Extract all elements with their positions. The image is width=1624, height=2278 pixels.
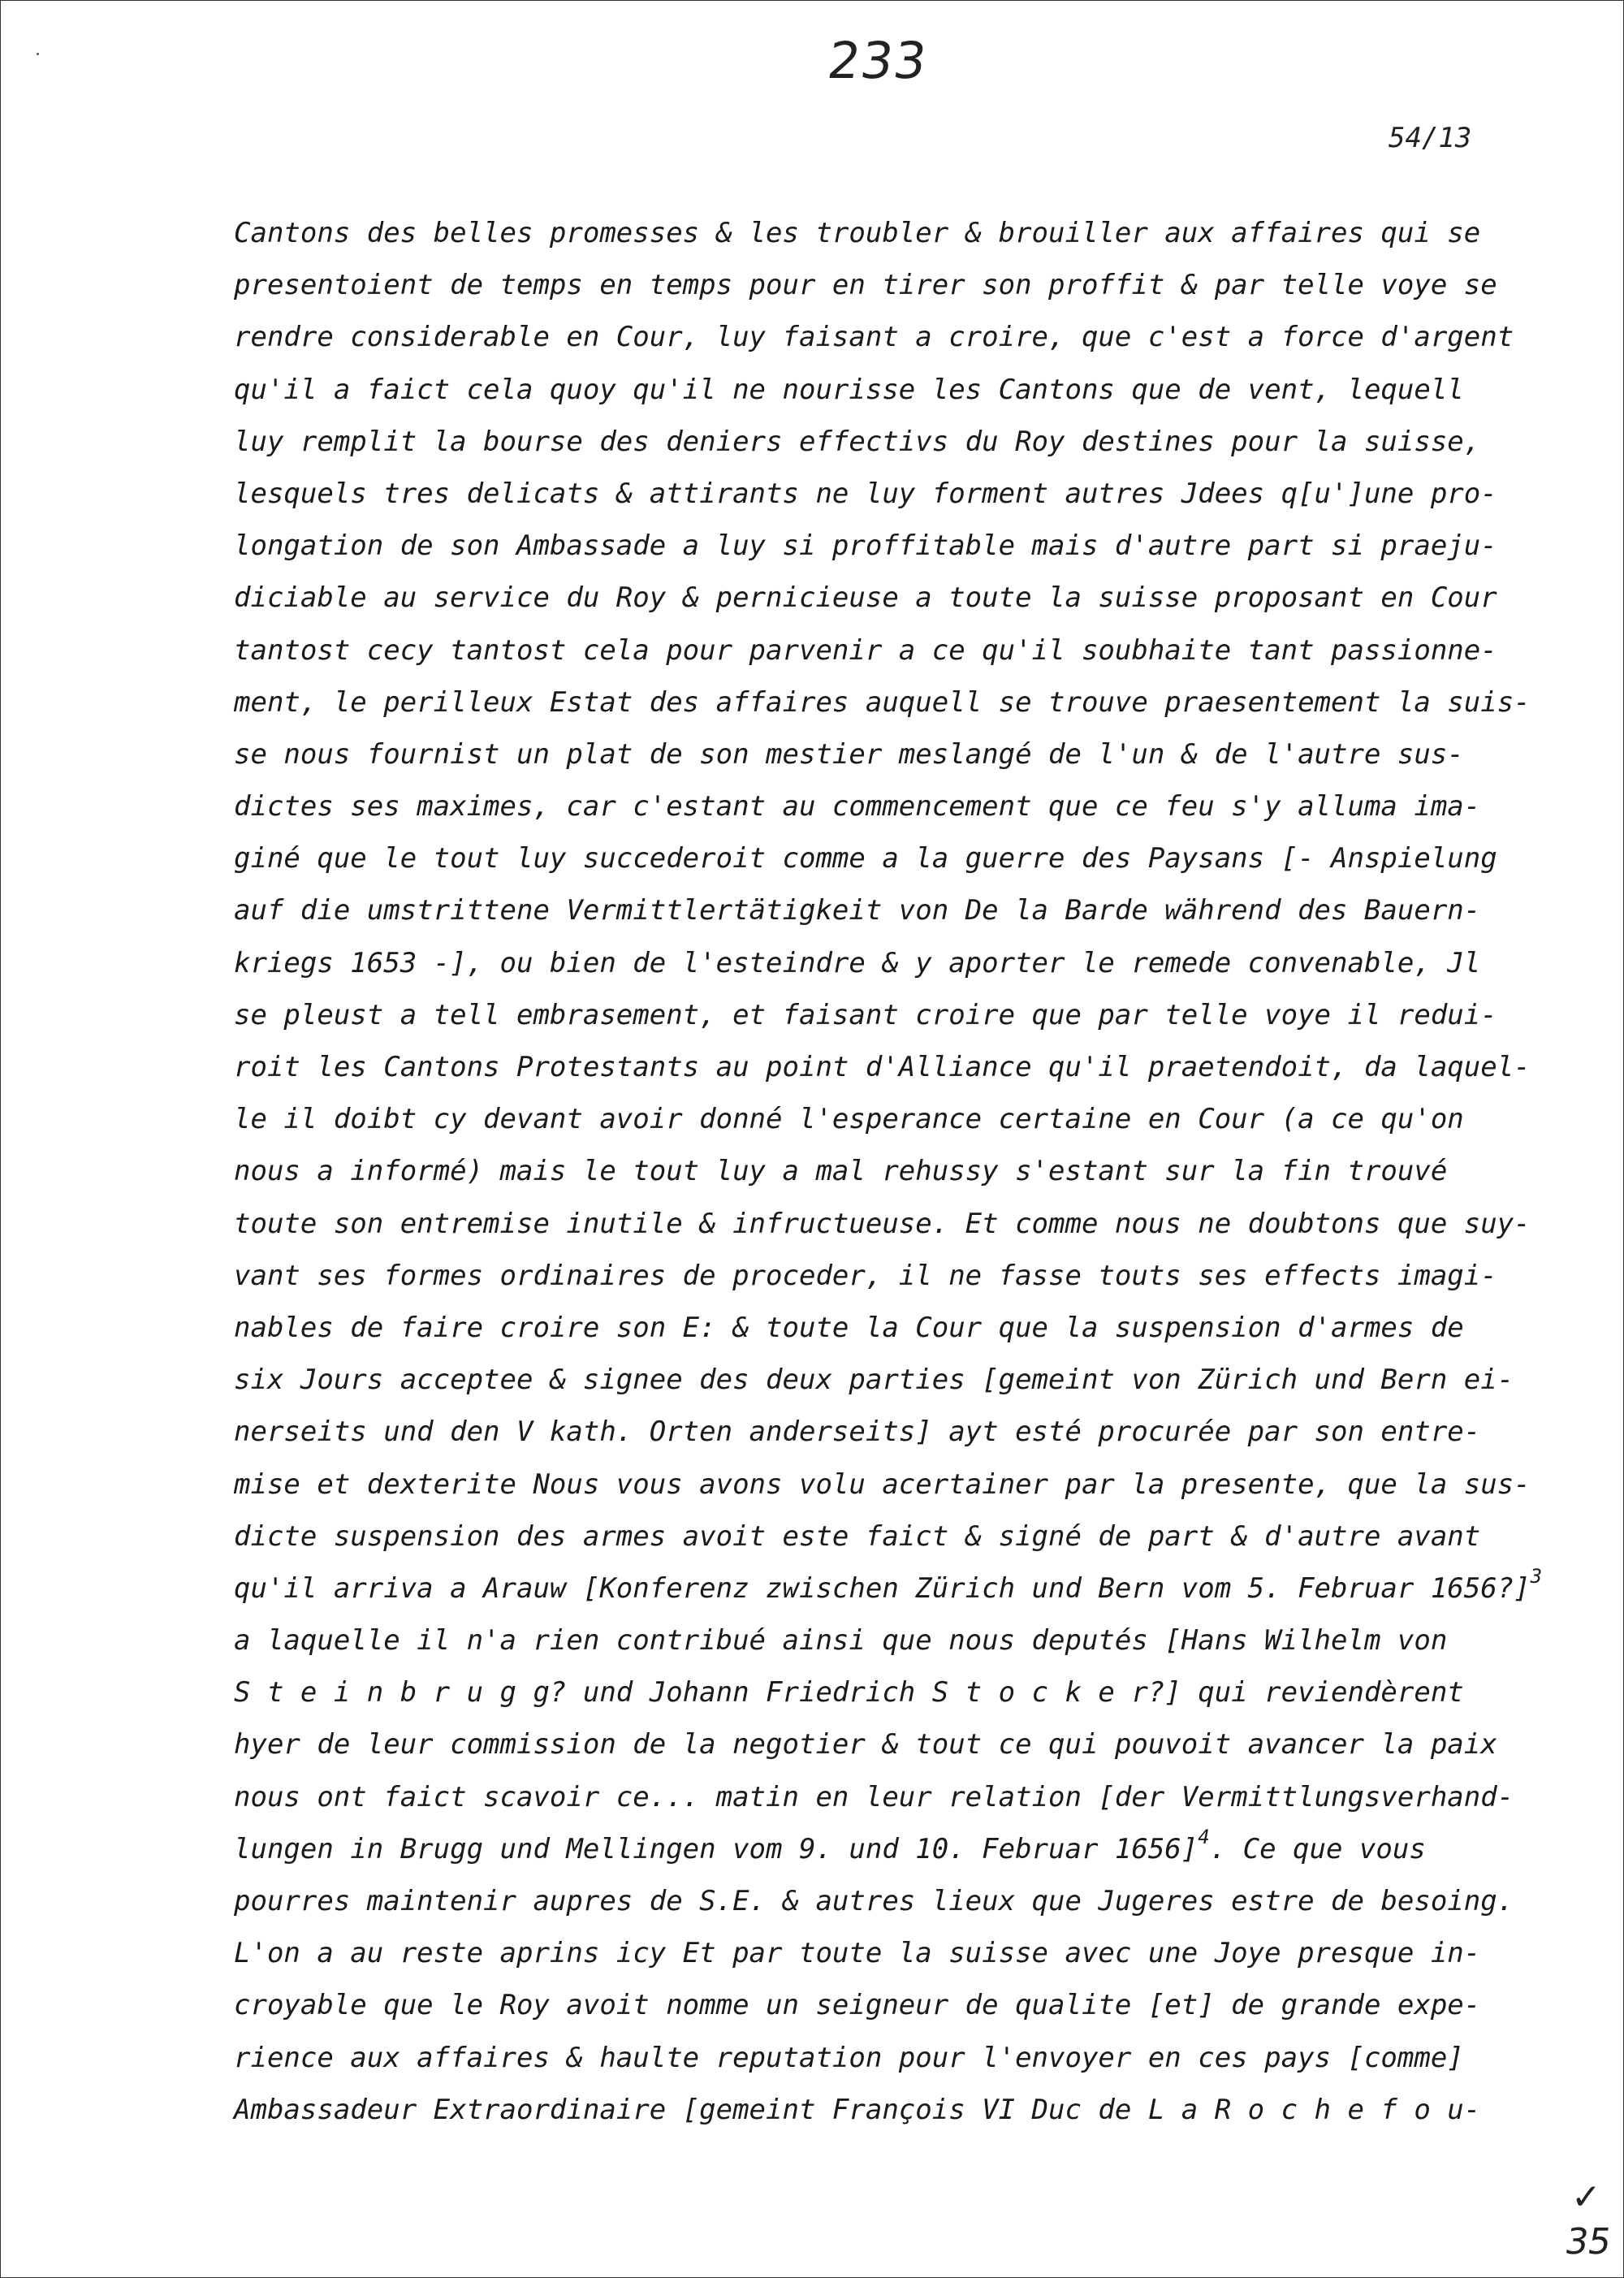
text-line: L'on a au reste aprins icy Et par toute la suisse avec une Joye presque in- bbox=[234, 1937, 1481, 1970]
text-line: diciable au service du Roy & pernicieuse a toute la suisse proposant en Cour bbox=[234, 581, 1497, 615]
text-line: qu'il a faict cela quoy qu'il ne nourisse les Cantons que de vent, lequell bbox=[234, 373, 1464, 406]
text-line: a laquelle il n'a rien contribué ainsi que nous deputés [Hans Wilhelm von bbox=[234, 1624, 1448, 1658]
text-line: hyer de leur commission de la negotier & tout ce qui pouvoit avancer la paix bbox=[234, 1728, 1497, 1761]
text-line: S t e i n b r u g g? und Johann Friedrich S t o c k e r?] qui reviendèrent bbox=[234, 1676, 1464, 1710]
text-line: toute son entremise inutile & infructueuse. Et comme nous ne doubtons que suy- bbox=[234, 1207, 1531, 1240]
text-line: luy remplit la bourse des deniers effectivs du Roy destines pour la suisse, bbox=[234, 425, 1481, 458]
line-text: qu'il arriva a Arauw [Konferenz zwischen Zürich und Bern vom 5. Februar 1656?] bbox=[234, 1571, 1531, 1605]
text-line: Cantons des belles promesses & les troubler & brouiller aux affaires qui se bbox=[234, 217, 1481, 249]
text-line: mise et dexterite Nous vous avons volu acertainer par la presente, que la sus- bbox=[234, 1468, 1531, 1501]
text-line: dicte suspension des armes avoit este faict & signé de part & d'autre avant bbox=[234, 1519, 1481, 1553]
scan-speck bbox=[37, 53, 39, 55]
text-line: presentoient de temps en temps pour en tirer son proffit & par telle voye se bbox=[234, 269, 1497, 302]
text-line: six Jours acceptee & signee des deux parties [gemeint von Zürich und Bern ei- bbox=[234, 1364, 1514, 1397]
line-text-tail: . Ce que vous bbox=[1209, 1832, 1426, 1865]
text-line: nerseits und den V kath. Orten anderseits] ayt esté procurée par son entre- bbox=[234, 1416, 1481, 1449]
text-line: kriegs 1653 -], ou bien de l'esteindre & y aporter le remede convenable, Jl bbox=[234, 946, 1481, 979]
text-line: le il doibt cy devant avoir donné l'esperance certaine en Cour (a ce qu'on bbox=[234, 1103, 1464, 1136]
text-line-with-footnote bbox=[234, 1823, 1533, 1875]
footnote-marker-3: 3 bbox=[1530, 1564, 1543, 1588]
text-line: dictes ses maximes, car c'estant au commencement que ce feu s'y alluma ima- bbox=[234, 790, 1481, 823]
text-line: rience aux affaires & haulte reputation pour l'envoyer en ces pays [comme] bbox=[234, 2041, 1464, 2074]
text-line: vant ses formes ordinaires de proceder, il ne fasse touts ses effects imagi- bbox=[234, 1259, 1497, 1292]
text-line: pourres maintenir aupres de S.E. & autres lieux que Jugeres estre de besoing. bbox=[234, 1885, 1514, 1917]
text-line: nous a informé) mais le tout luy a mal rehussy s'estant sur la fin trouvé bbox=[234, 1155, 1448, 1188]
text-line: rendre considerable en Cour, luy faisant a croire, que c'est a force d'argent bbox=[234, 321, 1514, 354]
text-line: ment, le perilleux Estat des affaires auquell se trouve praesentement la suis- bbox=[234, 685, 1531, 719]
footnote-marker-4: 4 bbox=[1198, 1825, 1210, 1848]
text-line: tantost cecy tantost cela pour parvenir a ce qu'il soubhaite tant passionne- bbox=[234, 633, 1497, 667]
check-mark-icon: ✓ bbox=[1571, 2176, 1601, 2218]
archive-reference: 54/13 bbox=[1389, 122, 1472, 154]
document-body bbox=[234, 207, 1543, 2136]
text-line: auf die umstrittene Vermittlertätigkeit von De la Barde während des Bauern- bbox=[234, 894, 1481, 927]
margin-folio-number: 35 bbox=[1561, 2221, 1615, 2263]
text-line: Ambassadeur Extraordinaire [gemeint François VI Duc de L a R o c h e f o u- bbox=[234, 2093, 1481, 2126]
text-line: se nous fournist un plat de son mestier meslangé de l'un & de l'autre sus- bbox=[234, 737, 1464, 771]
text-line: se pleust a tell embrasement, et faisant croire que par telle voye il redui- bbox=[234, 998, 1497, 1031]
line-text: lungen in Brugg und Mellingen vom 9. und 10. Februar 1656] bbox=[234, 1832, 1199, 1865]
text-line: giné que le tout luy succederoit comme a la guerre des Paysans [- Anspielung bbox=[234, 842, 1497, 875]
text-line-with-footnote bbox=[234, 1563, 1543, 1614]
text-line: lesquels tres delicats & attirants ne luy forment autres Jdees q[u']une pro- bbox=[234, 477, 1497, 510]
text-line: nous ont faict scavoir ce... matin en leur relation [der Vermittlungsverhand- bbox=[234, 1780, 1514, 1813]
text-line: croyable que le Roy avoit nomme un seigneur de qualite [et] de grande expe- bbox=[234, 1989, 1481, 2022]
text-line: longation de son Ambassade a luy si proffitable mais d'autre part si praeju- bbox=[234, 530, 1497, 563]
text-line: roit les Cantons Protestants au point d'Alliance qu'il praetendoit, da laquel- bbox=[234, 1051, 1531, 1083]
text-line: nables de faire croire son E: & toute la Cour que la suspension d'armes de bbox=[234, 1311, 1464, 1344]
handwritten-page-number: 233 bbox=[823, 31, 931, 90]
